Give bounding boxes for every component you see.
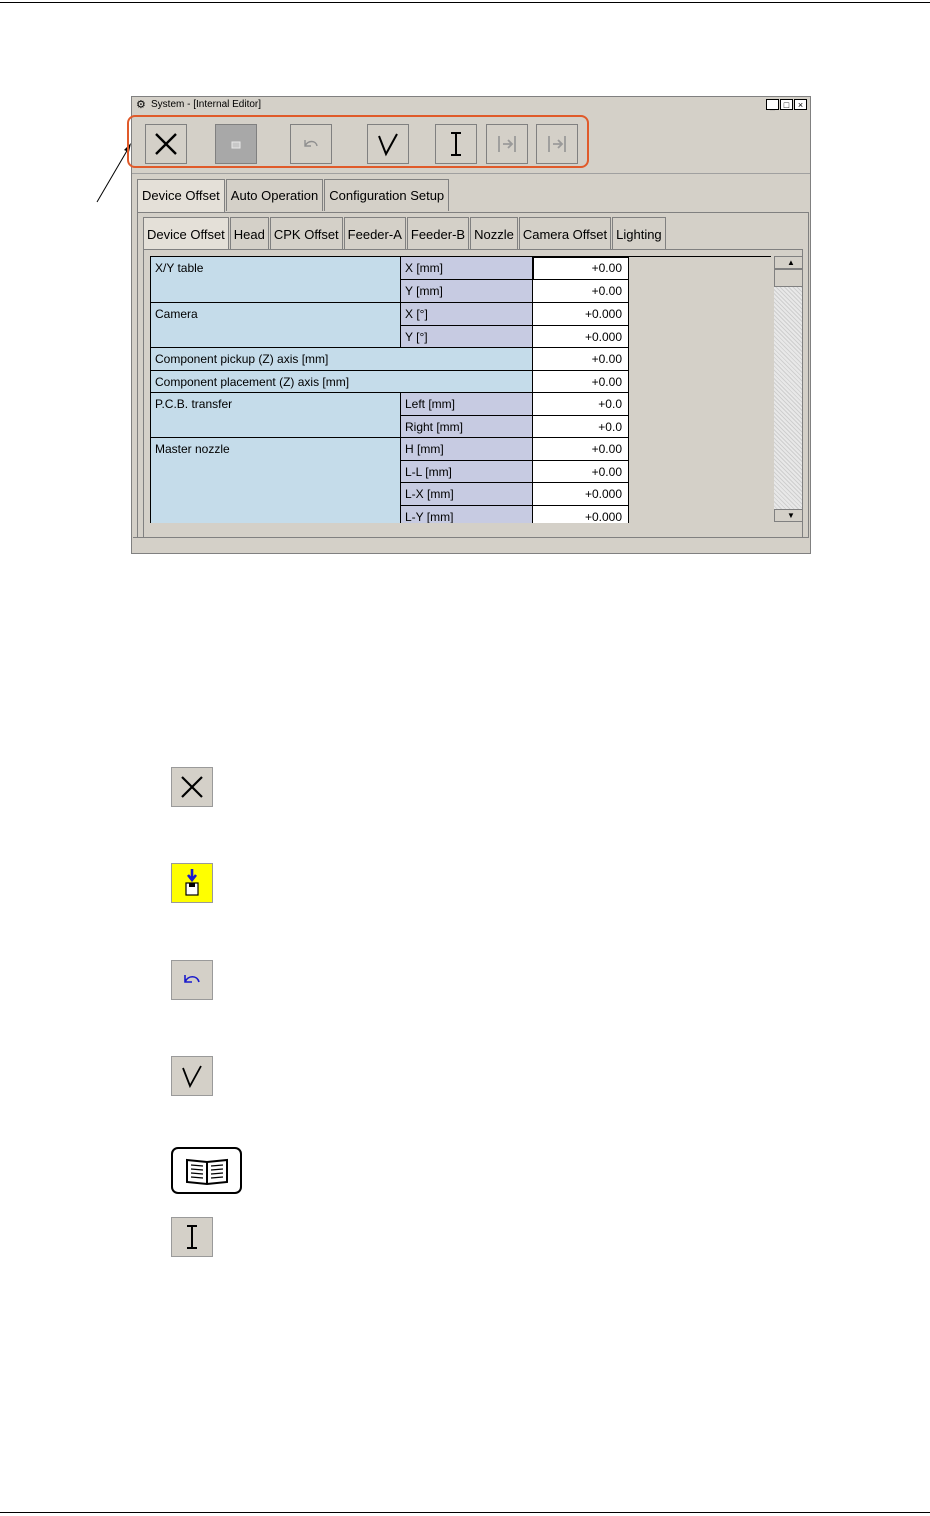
- app-icon: ⚙: [136, 99, 146, 111]
- group-name-cell: P.C.B. transfer: [151, 393, 401, 438]
- unit-cell: X [°]: [401, 303, 533, 326]
- unit-cell: Right [mm]: [401, 416, 533, 438]
- window-title: System - [Internal Editor]: [151, 99, 262, 110]
- subtab-device-offset[interactable]: Device Offset: [143, 217, 229, 249]
- unit-cell: Y [°]: [401, 326, 533, 348]
- subtab-head[interactable]: Head: [230, 217, 269, 249]
- close-window-button[interactable]: ×: [794, 99, 807, 110]
- save-icon: [182, 868, 202, 898]
- window-controls: [765, 99, 807, 110]
- legend-book-icon: [171, 1147, 242, 1194]
- value-cell[interactable]: +0.00: [533, 280, 629, 303]
- vertical-scrollbar[interactable]: [774, 256, 803, 522]
- undo-icon: [180, 971, 204, 989]
- unit-cell: Y [mm]: [401, 280, 533, 303]
- subtab-feeder-a[interactable]: Feeder-A: [344, 217, 406, 249]
- subtab-nozzle[interactable]: Nozzle: [470, 217, 518, 249]
- scroll-up-button[interactable]: ▲: [774, 256, 803, 269]
- tab-device-offset[interactable]: Device Offset: [137, 179, 225, 213]
- unit-cell: H [mm]: [401, 438, 533, 461]
- row-name-cell: Component pickup (Z) axis [mm]: [151, 348, 533, 371]
- sub-tab-panel: [143, 249, 803, 539]
- legend-undo-icon: [171, 960, 213, 1000]
- book-icon: [183, 1156, 231, 1186]
- main-tab-panel: [137, 212, 809, 550]
- group-name-cell: X/Y table: [151, 257, 401, 303]
- unit-cell: L-Y [mm]: [401, 506, 533, 523]
- value-cell[interactable]: +0.00: [533, 257, 629, 280]
- x-icon: [179, 774, 205, 800]
- value-cell[interactable]: +0.000: [533, 326, 629, 348]
- status-bar: [133, 537, 809, 553]
- subtab-cpk-offset[interactable]: CPK Offset: [270, 217, 343, 249]
- legend-save-icon: [171, 863, 213, 903]
- minimize-button[interactable]: _: [766, 99, 779, 110]
- legend-i-beam-icon: [171, 1217, 213, 1257]
- check-icon: [179, 1062, 205, 1090]
- value-cell[interactable]: +0.00: [533, 371, 629, 393]
- sub-tab-bar: [143, 217, 667, 249]
- group-name-cell: Camera: [151, 303, 401, 348]
- page-top-rule: [0, 2, 930, 3]
- i-beam-icon: [184, 1223, 200, 1251]
- subtab-camera-offset[interactable]: Camera Offset: [519, 217, 611, 249]
- main-tab-bar: [137, 179, 450, 212]
- offset-grid: [150, 256, 771, 523]
- scroll-thumb[interactable]: [774, 269, 803, 287]
- tab-configuration-setup[interactable]: Configuration Setup: [324, 179, 449, 211]
- legend-close-icon: [171, 767, 213, 807]
- value-cell[interactable]: +0.00: [533, 348, 629, 371]
- value-cell[interactable]: +0.00: [533, 438, 629, 461]
- value-cell[interactable]: +0.000: [533, 506, 629, 523]
- unit-cell: L-L [mm]: [401, 461, 533, 483]
- legend-check-icon: [171, 1056, 213, 1096]
- title-bar: [133, 98, 809, 112]
- group-name-cell: Master nozzle: [151, 438, 401, 523]
- value-cell[interactable]: +0.0: [533, 416, 629, 438]
- unit-cell: X [mm]: [401, 257, 533, 280]
- value-cell[interactable]: +0.000: [533, 303, 629, 326]
- subtab-feeder-b[interactable]: Feeder-B: [407, 217, 469, 249]
- scroll-down-button[interactable]: ▼: [774, 509, 803, 522]
- toolbar-highlight: [127, 115, 589, 168]
- row-name-cell: Component placement (Z) axis [mm]: [151, 371, 533, 393]
- maximize-button[interactable]: □: [780, 99, 793, 110]
- value-cell[interactable]: +0.000: [533, 483, 629, 506]
- value-cell[interactable]: +0.00: [533, 461, 629, 483]
- page-bottom-rule: [0, 1512, 930, 1513]
- unit-cell: L-X [mm]: [401, 483, 533, 506]
- unit-cell: Left [mm]: [401, 393, 533, 416]
- value-cell[interactable]: +0.0: [533, 393, 629, 416]
- subtab-lighting[interactable]: Lighting: [612, 217, 666, 249]
- tab-auto-operation[interactable]: Auto Operation: [226, 179, 323, 211]
